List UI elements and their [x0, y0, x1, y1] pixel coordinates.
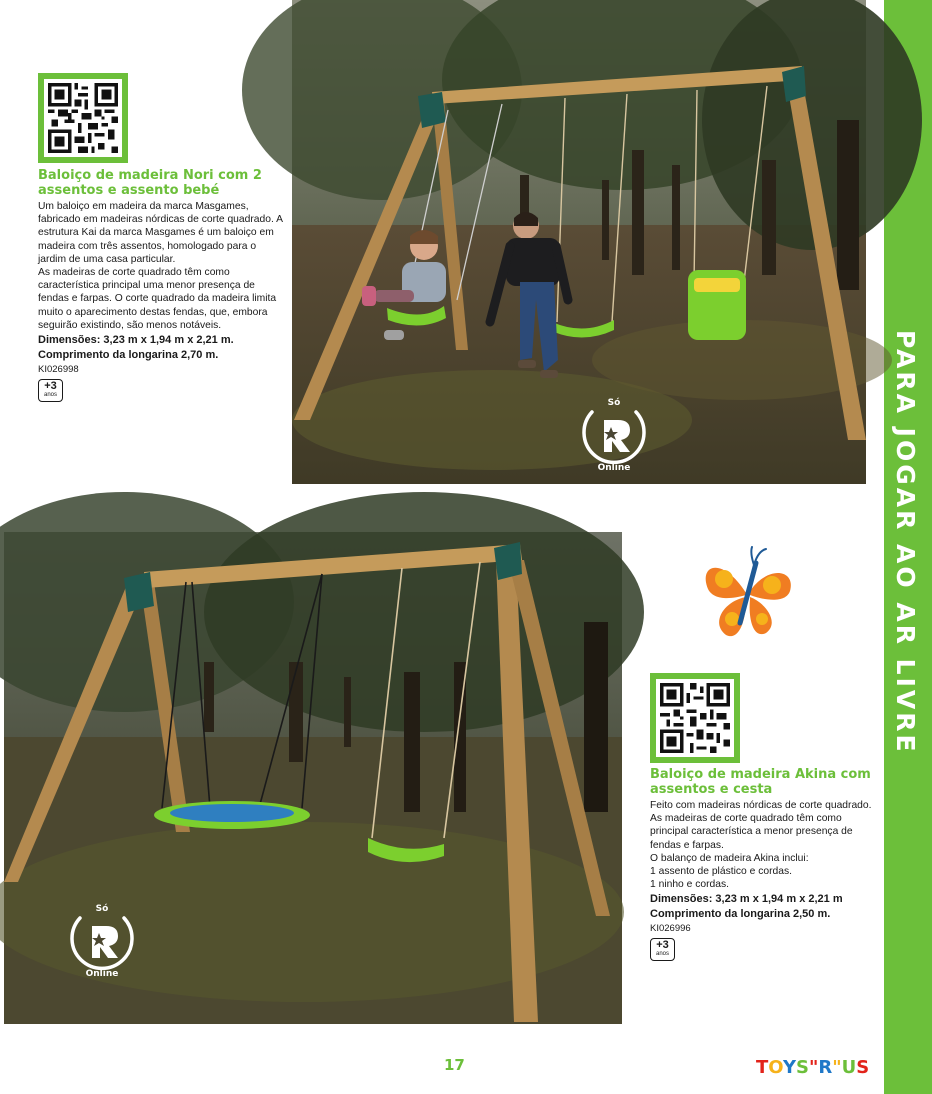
butterfly-icon — [702, 545, 794, 641]
age-unit: anos — [43, 392, 57, 399]
description-paragraph: Feito com madeiras nórdicas de corte quadrado. As madeiras de corte quadrado têm como principal característica a menor presença de fendas e farpas. — [650, 800, 872, 851]
product-length: Comprimento da longarina 2,70 m. — [38, 349, 219, 362]
product-length: Comprimento da longarina 2,50 m. — [650, 908, 831, 921]
badge-bottom-text: Online — [597, 463, 631, 473]
product-info-akina — [650, 767, 872, 961]
product-title: Baloiço de madeira Akina com assentos e cesta — [650, 767, 871, 797]
description-paragraph: O balanço de madeira Akina inclui: — [650, 852, 809, 864]
age-badge-icon — [650, 938, 675, 961]
age-badge-icon — [38, 379, 63, 402]
badge-bottom-text: Online — [85, 969, 119, 979]
qr-code-icon[interactable] — [650, 673, 740, 763]
product-dimensions: Dimensões: 3,23 m x 1,94 m x 2,21 m. — [38, 334, 234, 347]
toysrus-logo[interactable] — [756, 1050, 870, 1080]
product-code: KI026996 — [650, 923, 691, 935]
product-info-nori — [38, 168, 283, 402]
logo-letter: U — [841, 1057, 857, 1078]
logo-letter: " — [808, 1057, 819, 1078]
logo-letter: O — [768, 1057, 783, 1078]
badge-top-text: Só — [95, 904, 109, 914]
product-code: KI026998 — [38, 364, 79, 376]
description-paragraph: As madeiras de corte quadrado têm como característica principal uma menor presença de fendas e farpas. O corte quadrado da madeira limita muito o aparecimento destas fendas, que, embora seguirão existindo, são menos notáveis. — [38, 267, 277, 331]
product-description — [650, 799, 872, 891]
logo-letter: R — [818, 1057, 833, 1078]
badge-top-text: Só — [607, 398, 621, 408]
logo-letter: T — [756, 1057, 769, 1078]
age-number: +3 — [44, 380, 57, 393]
age-unit: anos — [655, 951, 669, 958]
page-number: 17 — [444, 1056, 465, 1074]
section-title: PARA JOGAR AO AR LIVRE — [891, 330, 920, 755]
product-description — [38, 200, 283, 332]
so-online-badge-icon — [578, 394, 650, 474]
qr-code-icon[interactable] — [38, 73, 128, 163]
logo-text — [756, 1057, 869, 1078]
description-paragraph: 1 assento de plástico e cordas. — [650, 866, 792, 878]
description-paragraph: Um baloiço em madeira da marca Masgames, fabricado em madeiras nórdicas de corte quadrado. A estrutura Kai da marca Masgames é um baloiço em madeira com três assentos, homologado para o jardim de uma casa particular. — [38, 201, 283, 265]
logo-letter: Y — [782, 1057, 796, 1078]
logo-letter: S — [796, 1057, 809, 1078]
logo-letter: S — [856, 1057, 870, 1078]
product-title: Baloiço de madeira Nori com 2 assentos e assento bebé — [38, 168, 262, 198]
product-dimensions: Dimensões: 3,23 m x 1,94 m x 2,21 m — [650, 893, 843, 906]
description-paragraph: 1 ninho e cordas. — [650, 879, 729, 891]
so-online-badge-icon — [66, 900, 138, 980]
logo-letter: " — [832, 1057, 842, 1078]
age-number: +3 — [656, 939, 669, 952]
